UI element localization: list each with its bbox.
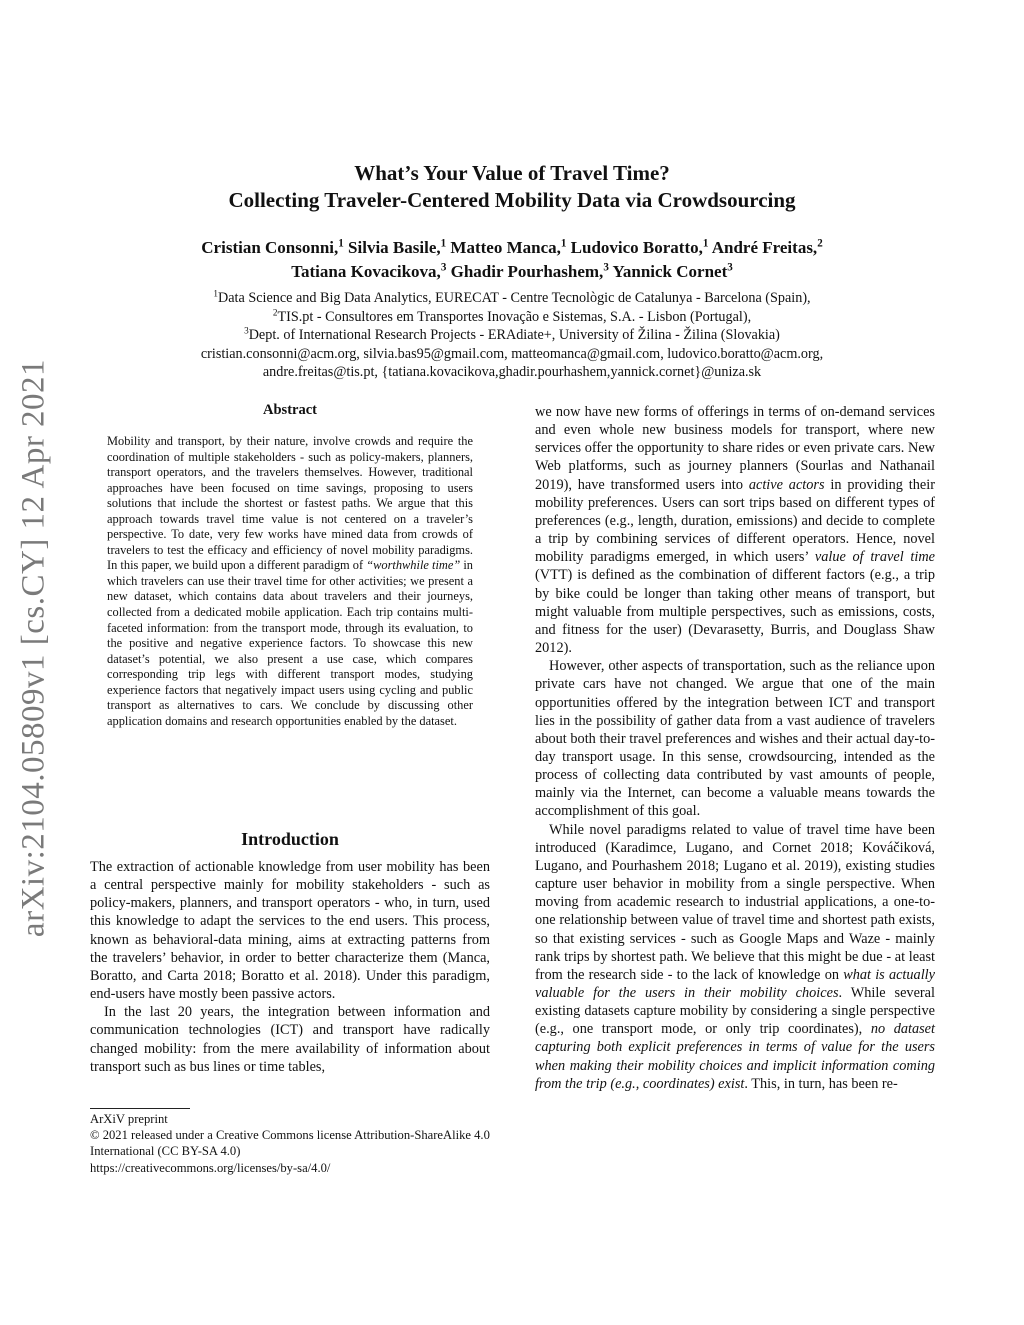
arxiv-identifier: arXiv:2104.05809v1 [cs.CY] 12 Apr 2021	[15, 358, 52, 938]
affiliation-text: TIS.pt - Consultores em Transportes Inovação e Sistemas, S.A. - Lisbon (Portugal),	[277, 308, 752, 325]
footnote-line: © 2021 released under a Creative Commons license Attribution-ShareAlike 4.0 International (CC BY-SA 4.0)	[90, 1128, 490, 1159]
title-line-2: Collecting Traveler-Centered Mobility Data via Crowdsourcing	[228, 188, 796, 212]
abstract-emphasis: “worthwhile time”	[366, 558, 461, 573]
footnote	[90, 1111, 490, 1176]
author-list	[60, 236, 964, 284]
affiliation-mark: 1	[213, 288, 218, 299]
affiliation-mark: 2	[272, 306, 278, 317]
affiliation-line	[60, 289, 964, 308]
abstract-heading: Abstract	[263, 402, 317, 418]
author-name: Tatiana Kovacikova,	[291, 262, 441, 281]
author-name: Ludovico Boratto,	[570, 238, 703, 257]
text-run: we now have new forms of offerings in terms of on-demand services and even whole new business models for transport, where new services offer the opportunity to share rides or even private cars. New Web platforms, such as journey planners (Sourlas and Nathanail 2019), have transformed users into	[535, 404, 935, 493]
affiliation-line	[60, 308, 964, 327]
abstract-text-part-2: in which travelers can use their travel time for other activities; we present a new dataset, which contains data about travelers and their journeys, collected from a dedicated mobile application. Each trip contains multi-faceted information: from the transport mode, through its evaluation, to the positive and negative experience factors. To showcase this new dataset’s potential, we also present a use case, which compares corresponding trip legs with different transport modes, studying experience factors that negatively impact users using cycling and public transport as alternatives to cars. We conclude by discussing other application domains and research opportunities enabled by the dataset.	[107, 558, 473, 728]
emphasis: what is actually valuable for the users in their mobility choices	[535, 966, 935, 1001]
author-line-1	[60, 236, 964, 260]
footnote-url: https://creativecommons.org/licenses/by-sa/4.0/	[90, 1160, 331, 1175]
affiliation-line	[60, 326, 964, 345]
email-line-1: cristian.consonni@acm.org, silvia.bas95@gmail.com, matteomanca@gmail.com, ludovico.boratto@acm.org,	[200, 345, 824, 362]
author-name: Cristian Consonni,	[201, 238, 339, 257]
text-run: While novel paradigms related to value of travel time have been introduced (Karadimce, Lugano, and Cornet 2018; Kováčiková, Lugano, and Pourhashem 2018; Lugano et al. 2019), existing studies capture user behavior in mobility from a single perspective. When moving from academic research to industrial applications, a one-to-one relationship between value of travel time and shortest path exists, so that existing services - such as Google Maps and Waze - mainly rank trips by shortest path. We believe that this might be due - at least from the research side - to the lack of knowledge on	[535, 821, 935, 983]
text-run: (VTT) is defined as the combination of different factors (e.g., a trip by bike could be longer than taking other means of transport, but might valuable from multiple perspectives, such as emissions, costs, and fitness for the user) (Devarasetty, Burris, and Douglass Shaw 2012).	[535, 567, 935, 657]
paragraph: In the last 20 years, the integration between information and communication technologies (ICT) and transport have radically changed mobility: from the mere availability of information about transport such as bus lines or time tables,	[90, 1004, 490, 1075]
email-line-2: andre.freitas@tis.pt, {tatiana.kovacikova,ghadir.pourhashem,yannick.cornet}@uniza.sk	[262, 364, 762, 381]
paragraph: However, other aspects of transportation, such as the reliance upon private cars have not changed. We argue that one of the main opportunities offered by the integration between ICT and transport lies in the possibility of gather data from a vast audience of travelers about both their travel preferences and wishes and their actual day-to-day transport usage. In this sense, crowdsourcing, intended as the process of collecting data contributed by vast amounts of people, mainly via the Internet, can become a valuable means towards the accomplishment of this goal.	[535, 658, 935, 820]
abstract-text-part-1: Mobility and transport, by their nature, involve crowds and require the coordination of multiple stakeholders - such as policy-makers, planners, transport operators, and the travelers themselves. However, traditional approaches have been focused on time savings, proposing to users solutions that include the shortest or fastest paths. We argue that this approach towards travel time value is not centered on a traveler’s perspective. To date, very few works have mined data from crowds of travelers to test the efficacy and efficiency of novel mobility paradigms. In this paper, we build upon a different paradigm of	[107, 434, 473, 573]
affiliation-mark: 3	[244, 325, 249, 336]
paper-title	[0, 160, 1024, 214]
author-name: Ghadir Pourhashem,	[450, 262, 604, 281]
author-name: Silvia Basile,	[348, 238, 441, 257]
footnote-divider	[90, 1108, 190, 1109]
affiliation-text: Dept. of International Research Projects - ERAdiate+, University of Žilina - Žilina (Slovakia)	[248, 327, 780, 344]
author-name: Yannick Cornet	[612, 262, 728, 281]
author-name: André Freitas,	[711, 238, 818, 257]
affiliation-text: Data Science and Big Data Analytics, EURECAT - Centre Tecnològic de Catalunya - Barcelona (Spain),	[218, 290, 811, 306]
introduction-body	[90, 858, 490, 1076]
author-affiliation-mark: 2	[817, 237, 823, 250]
emphasis: value of travel time	[814, 549, 935, 566]
emphasis: active actors	[748, 476, 825, 493]
author-affiliation-mark: 1	[338, 237, 344, 250]
right-column-body	[535, 403, 935, 1093]
author-affiliation-mark: 3	[603, 261, 609, 274]
abstract-body	[107, 434, 473, 729]
author-affiliation-mark: 1	[560, 237, 567, 250]
affiliations	[60, 289, 964, 382]
author-affiliation-mark: 1	[702, 237, 709, 250]
author-name: Matteo Manca,	[450, 238, 561, 257]
paragraph	[535, 403, 935, 657]
footnote-line: ArXiV preprint	[90, 1112, 168, 1126]
text-run: . This, in turn, has been re-	[744, 1075, 898, 1092]
paragraph: The extraction of actionable knowledge from user mobility has been a central perspective mainly for mobility stakeholders - such as policy-makers, planners, and transport operators - who, in turn, used this knowledge to adapt the services to the end users. This process, known as behavioral-data mining, aims at extracting patterns from the travelers’ behavior, in order to better characterize them (Manca, Boratto, and Carta 2018; Boratto et al. 2018). Under this paradigm, end-users have mostly been passive actors.	[90, 859, 490, 1003]
author-affiliation-mark: 3	[727, 261, 733, 274]
paragraph	[535, 821, 935, 1093]
author-affiliation-mark: 1	[440, 237, 447, 250]
introduction-heading: Introduction	[241, 829, 339, 849]
text-run: in providing their mobility preferences. Users can sort trips based on different types of preferences (e.g., length, duration, emissions) and decide to complete a trip by combining services of different operators. Hence, novel mobility paradigms emerged, in which users’	[535, 476, 935, 566]
author-line-2	[60, 260, 964, 284]
title-line-1: What’s Your Value of Travel Time?	[354, 161, 670, 185]
text-run: . While several existing datasets capture mobility by considering a single perspective (e.g., one transport mode, or only trip coordinates),	[535, 985, 935, 1038]
author-affiliation-mark: 3	[440, 261, 447, 274]
emphasis: no dataset capturing both explicit preferences in terms of value for the users when making their mobility choices and implicit information coming from the trip (e.g., coordinates) exist	[535, 1021, 936, 1092]
